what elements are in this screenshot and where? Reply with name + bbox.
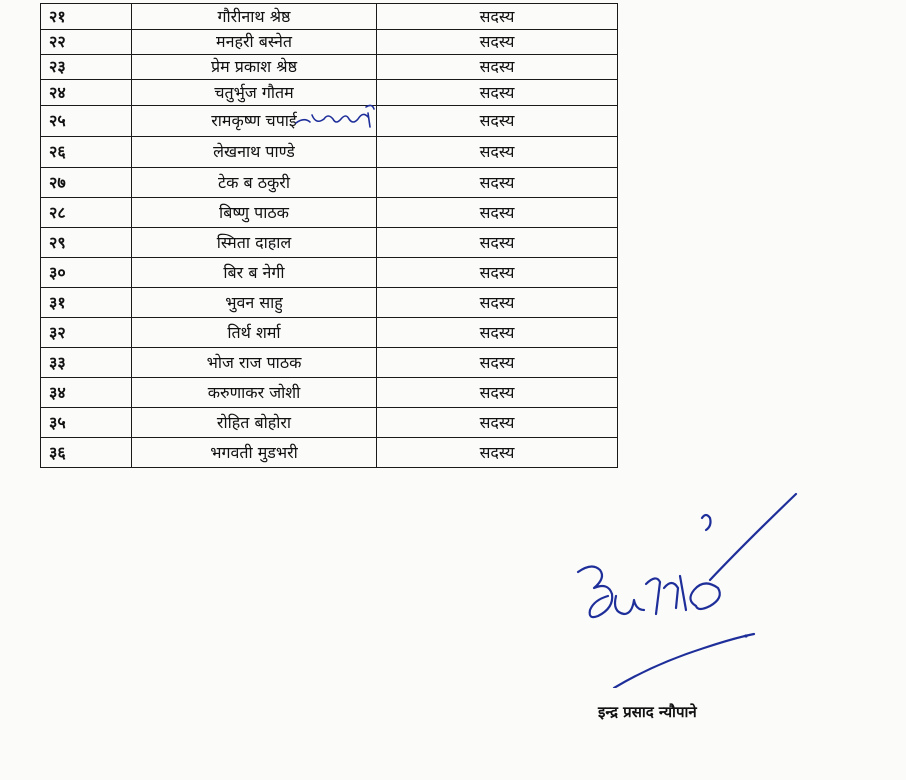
members-table (40, 3, 618, 468)
member-name-cell: चतुर्भुज गौतम (132, 80, 377, 106)
member-name-cell: टेक ब ठकुरी (132, 168, 377, 198)
serial-number-cell: ३२ (41, 318, 132, 348)
serial-number-cell: ३० (41, 258, 132, 288)
member-name-cell: प्रेम प्रकाश श्रेष्ठ (132, 55, 377, 80)
table-row (41, 137, 618, 168)
table-row (41, 288, 618, 318)
table-row (41, 378, 618, 408)
member-name-cell: भगवती मुडभरी (132, 438, 377, 468)
table-row (41, 80, 618, 106)
member-name-cell: स्मिता दाहाल (132, 228, 377, 258)
serial-number-cell: २५ (41, 106, 132, 137)
serial-number-cell: २९ (41, 228, 132, 258)
member-name-cell: रामकृष्ण चपाई (132, 106, 377, 137)
designation-cell: सदस्य (377, 30, 618, 55)
serial-number-cell: २६ (41, 137, 132, 168)
designation-cell: सदस्य (377, 318, 618, 348)
table-row (41, 4, 618, 30)
designation-cell: सदस्य (377, 438, 618, 468)
table-row (41, 168, 618, 198)
designation-cell: सदस्य (377, 228, 618, 258)
table-row (41, 258, 618, 288)
serial-number-cell: २२ (41, 30, 132, 55)
member-name-cell: बिर ब नेगी (132, 258, 377, 288)
table-row (41, 228, 618, 258)
serial-number-cell: २८ (41, 198, 132, 228)
member-name-cell: करुणाकर जोशी (132, 378, 377, 408)
designation-cell: सदस्य (377, 408, 618, 438)
member-name-cell: रोहित बोहोरा (132, 408, 377, 438)
table-row (41, 55, 618, 80)
designation-cell: सदस्य (377, 378, 618, 408)
designation-cell: सदस्य (377, 4, 618, 30)
member-name-cell: भुवन साहु (132, 288, 377, 318)
member-name-cell: बिष्णु पाठक (132, 198, 377, 228)
table-row (41, 348, 618, 378)
designation-cell: सदस्य (377, 55, 618, 80)
table-row (41, 198, 618, 228)
member-name-cell: भोज राज पाठक (132, 348, 377, 378)
serial-number-cell: ३६ (41, 438, 132, 468)
members-table-body (41, 4, 618, 468)
member-name-cell: तिर्थ शर्मा (132, 318, 377, 348)
designation-cell: सदस्य (377, 80, 618, 106)
table-row (41, 438, 618, 468)
serial-number-cell: २३ (41, 55, 132, 80)
designation-cell: सदस्य (377, 348, 618, 378)
signature (560, 488, 810, 688)
serial-number-cell: ३३ (41, 348, 132, 378)
member-name-cell: गौरीनाथ श्रेष्ठ (132, 4, 377, 30)
table-row (41, 30, 618, 55)
designation-cell: सदस्य (377, 258, 618, 288)
designation-cell: सदस्य (377, 106, 618, 137)
serial-number-cell: ३१ (41, 288, 132, 318)
serial-number-cell: २४ (41, 80, 132, 106)
serial-number-cell: २१ (41, 4, 132, 30)
serial-number-cell: ३४ (41, 378, 132, 408)
member-name-cell: लेखनाथ पाण्डे (132, 137, 377, 168)
designation-cell: सदस्य (377, 137, 618, 168)
serial-number-cell: २७ (41, 168, 132, 198)
designation-cell: सदस्य (377, 198, 618, 228)
designation-cell: सदस्य (377, 168, 618, 198)
member-name-cell: मनहरी बस्नेत (132, 30, 377, 55)
handwritten-annotation (292, 103, 388, 137)
serial-number-cell: ३५ (41, 408, 132, 438)
designation-cell: सदस्य (377, 288, 618, 318)
table-row (41, 408, 618, 438)
table-row (41, 318, 618, 348)
signer-name: इन्द्र प्रसाद न्यौपाने (598, 703, 697, 721)
